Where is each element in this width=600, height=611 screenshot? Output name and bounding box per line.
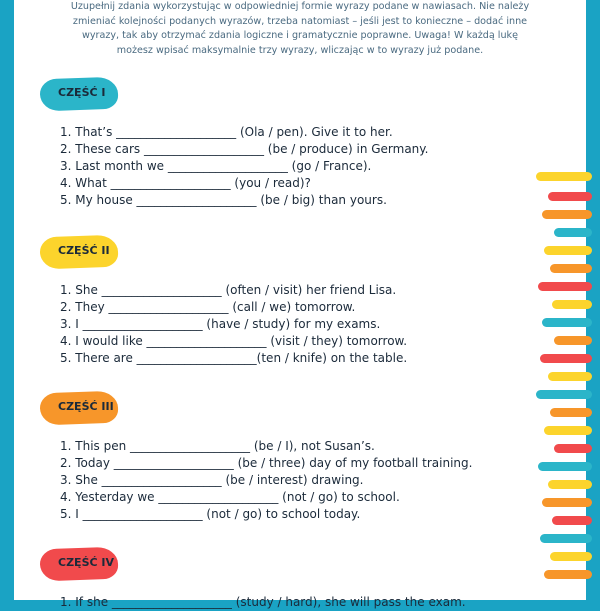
decorative-stripe [538, 462, 592, 471]
decorative-stripe [552, 300, 592, 309]
instructions-line: wyrazy, tak aby otrzymać zdania logiczne i gramatycznie poprawne. Uwaga! W każdą lukę [81, 30, 519, 41]
decorative-stripe [542, 498, 592, 507]
exercise-list [60, 124, 429, 209]
exercise-item: 4. What ____________________ (you / read)? [60, 176, 311, 190]
decorative-stripe [544, 570, 592, 579]
exercise-item: 5. My house ____________________ (be / big) than yours. [60, 193, 387, 207]
decorative-stripe [544, 426, 592, 435]
exercise-item: 3. Last month we ____________________ (go / France). [60, 159, 372, 173]
decorative-stripe [552, 516, 592, 525]
exercise-list [60, 594, 466, 611]
exercise-item: 2. These cars ____________________ (be / produce) in Germany. [60, 142, 429, 156]
decorative-stripe [540, 534, 592, 543]
instructions-line: możesz wpisać maksymalnie trzy wyrazy, wliczając w to wyrazy już podane. [116, 44, 484, 56]
decorative-stripe [548, 372, 592, 381]
exercise-item: 1. If she ____________________ (study / hard), she will pass the exam. [60, 595, 466, 609]
decorative-stripe [536, 390, 592, 399]
exercise-item: 5. There are ____________________(ten / knife) on the table. [60, 351, 408, 365]
decorative-stripe [540, 354, 592, 363]
exercise-list [60, 438, 472, 523]
decorative-stripe [550, 264, 592, 273]
exercise-list [60, 282, 407, 367]
instructions-line: zmieniać kolejności podanych wyrazów, trzeba natomiast – jeśli jest to konieczne – dodać inne [72, 15, 528, 27]
decorative-stripe [548, 192, 592, 201]
exercise-item: 2. Today ____________________ (be / three) day of my football training. [60, 456, 473, 470]
decorative-stripe [544, 246, 592, 255]
instructions-line: Uzupełnij zdania wykorzystując w odpowiedniej formie wyrazy podane w nawiasach. Nie należy [70, 1, 530, 12]
exercise-item: 1. She ____________________ (often / visit) her friend Lisa. [60, 283, 397, 297]
decorative-stripe [548, 480, 592, 489]
section-title: CZĘŚĆ IV [58, 556, 114, 569]
decorative-stripe [542, 318, 592, 327]
exercise-item: 1. That’s ____________________ (Ola / pen). Give it to her. [60, 125, 393, 139]
decorative-stripe [554, 336, 592, 345]
section-title: CZĘŚĆ III [58, 400, 114, 413]
exercise-item: 5. I ____________________ (not / go) to school today. [60, 507, 361, 521]
decorative-stripe [550, 552, 592, 561]
exercise-item: 2. They ____________________ (call / we) tomorrow. [60, 300, 356, 314]
section-title: CZĘŚĆ I [58, 86, 106, 99]
exercise-item: 3. I ____________________ (have / study) for my exams. [60, 317, 381, 331]
instructions [44, 0, 556, 58]
decorative-stripe [542, 210, 592, 219]
decorative-stripe [554, 228, 592, 237]
decorative-stripe [554, 444, 592, 453]
exercise-item: 3. She ____________________ (be / interest) drawing. [60, 473, 364, 487]
worksheet-page [14, 0, 586, 609]
section-title: CZĘŚĆ II [58, 244, 110, 257]
exercise-item: 1. This pen ____________________ (be / I), not Susan’s. [60, 439, 375, 453]
exercise-item: 4. I would like ____________________ (visit / they) tomorrow. [60, 334, 408, 348]
exercise-item: 4. Yesterday we ____________________ (not / go) to school. [60, 490, 400, 504]
decorative-stripe [550, 408, 592, 417]
decorative-stripe [536, 172, 592, 181]
decorative-stripe [538, 282, 592, 291]
